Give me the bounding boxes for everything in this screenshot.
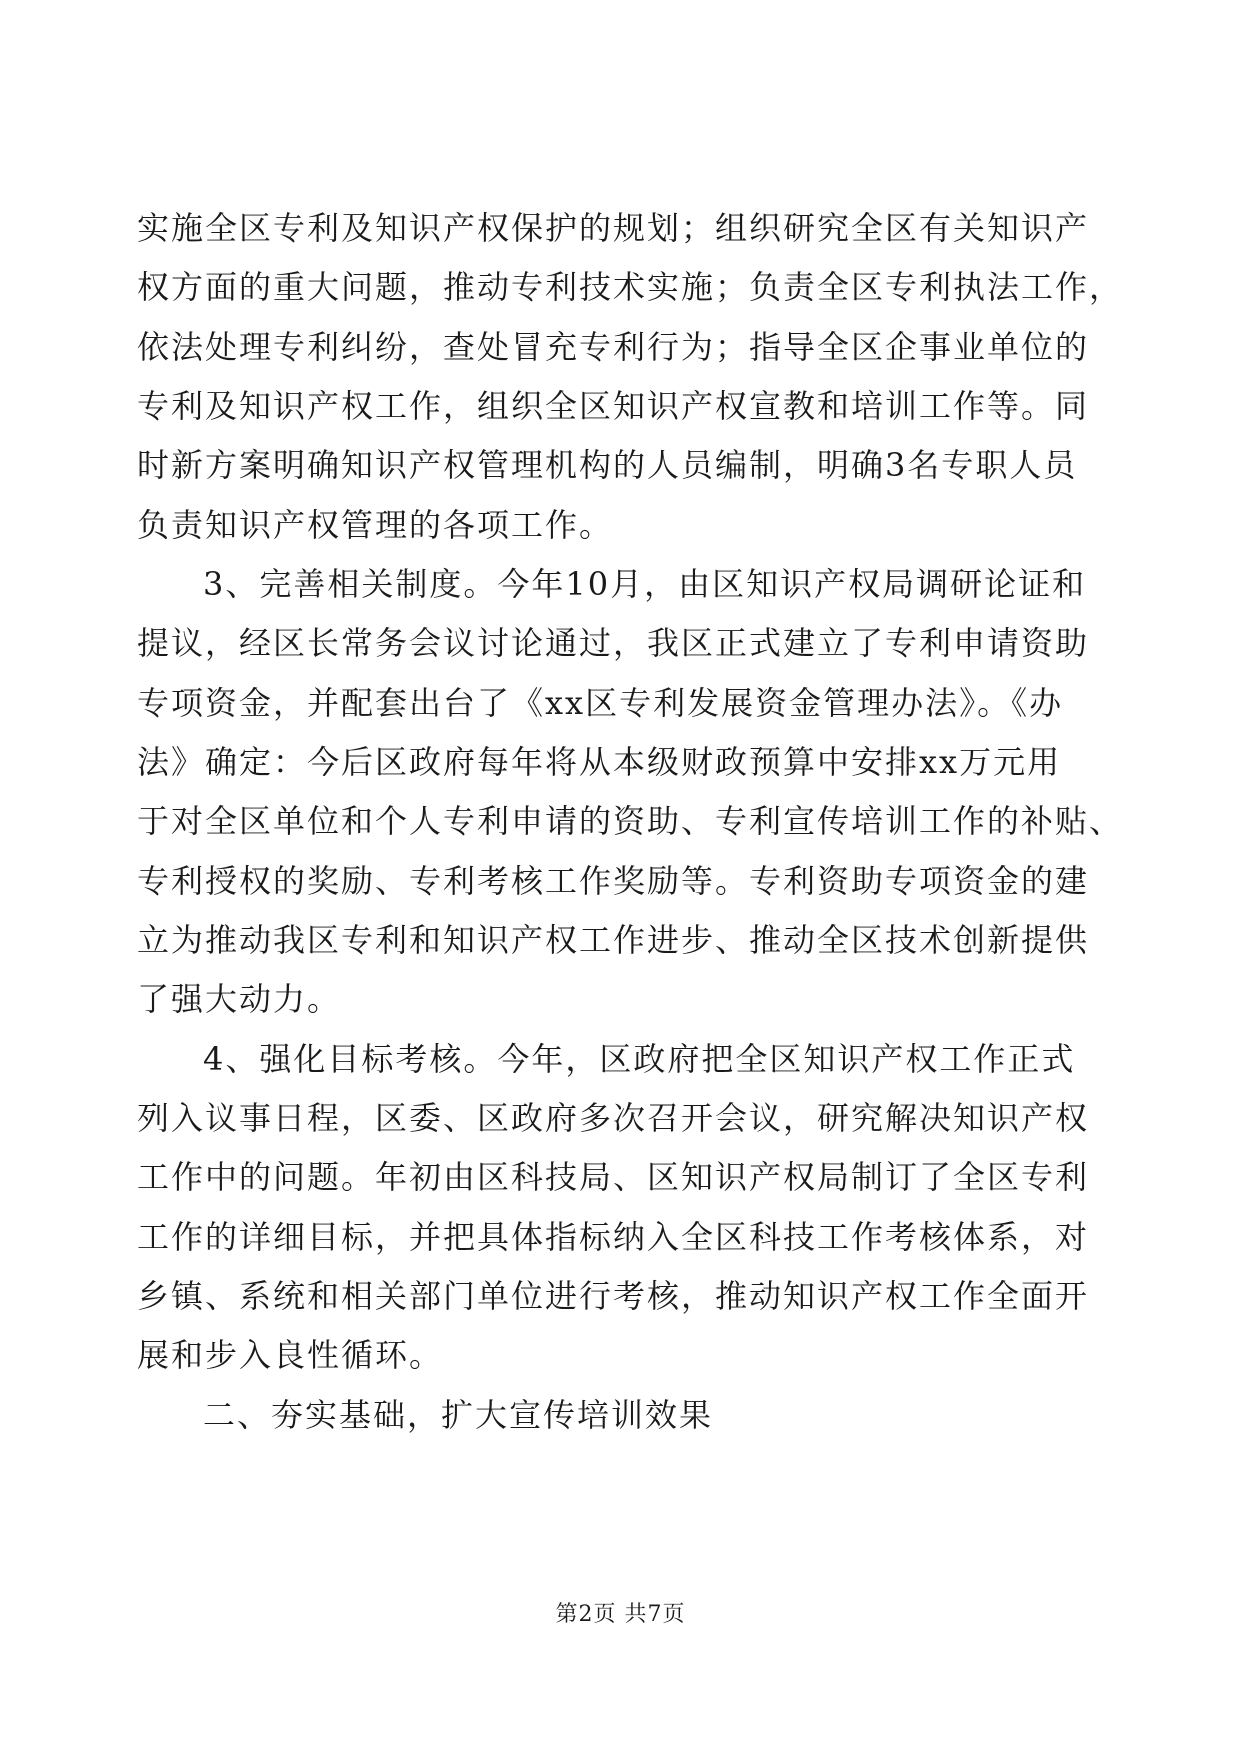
page-number: 第2页 共7页 xyxy=(555,1602,686,1627)
text-line: 列入议事日程，区委、区政府多次召开会议，研究解决知识产权 xyxy=(137,1099,1090,1137)
text-line: 法》确定：今后区政府每年将从本级财政预算中安排xx万元用 xyxy=(137,743,1062,781)
text-line: 权方面的重大问题，推动专利技术实施；负责全区专利执法工作， xyxy=(137,268,1124,306)
text-line: 立为推动我区专利和知识产权工作进步、推动全区技术创新提供 xyxy=(137,921,1090,959)
text-line: 展和步入良性循环。 xyxy=(137,1336,444,1374)
text-line: 专利授权的奖励、专利考核工作奖励等。专利资助专项资金的建 xyxy=(137,862,1090,900)
text-line: 负责知识产权管理的各项工作。 xyxy=(137,506,614,544)
text-line: 工作中的问题。年初由区科技局、区知识产权局制订了全区专利 xyxy=(137,1158,1090,1196)
text-line: 时新方案明确知识产权管理机构的人员编制，明确3名专职人员 xyxy=(137,446,1078,484)
text-line: 提议，经区长常务会议讨论通过，我区正式建立了专利申请资助 xyxy=(137,624,1090,662)
text-line: 于对全区单位和个人专利申请的资助、专利宣传培训工作的补贴、 xyxy=(137,802,1124,840)
text-line: 依法处理专利纠纷，查处冒充专利行为；指导全区企事业单位的 xyxy=(137,328,1090,366)
text-line: 专利及知识产权工作，组织全区知识产权宣教和培训工作等。同 xyxy=(137,387,1090,425)
section-heading: 二、夯实基础，扩大宣传培训效果 xyxy=(203,1396,714,1434)
paragraph-first-line: 3、完善相关制度。今年10月，由区知识产权局调研论证和 xyxy=(203,565,1087,603)
text-line: 了强大动力。 xyxy=(137,980,342,1018)
text-line: 乡镇、系统和相关部门单位进行考核，推动知识产权工作全面开 xyxy=(137,1277,1090,1315)
text-line: 工作的详细目标，并把具体指标纳入全区科技工作考核体系，对 xyxy=(137,1218,1090,1256)
paragraph-first-line: 4、强化目标考核。今年，区政府把全区知识产权工作正式 xyxy=(203,1040,1076,1078)
text-line: 专项资金，并配套出台了《xx区专利发展资金管理办法》。《办 xyxy=(137,684,1064,722)
text-line: 实施全区专利及知识产权保护的规划；组织研究全区有关知识产 xyxy=(137,209,1090,247)
